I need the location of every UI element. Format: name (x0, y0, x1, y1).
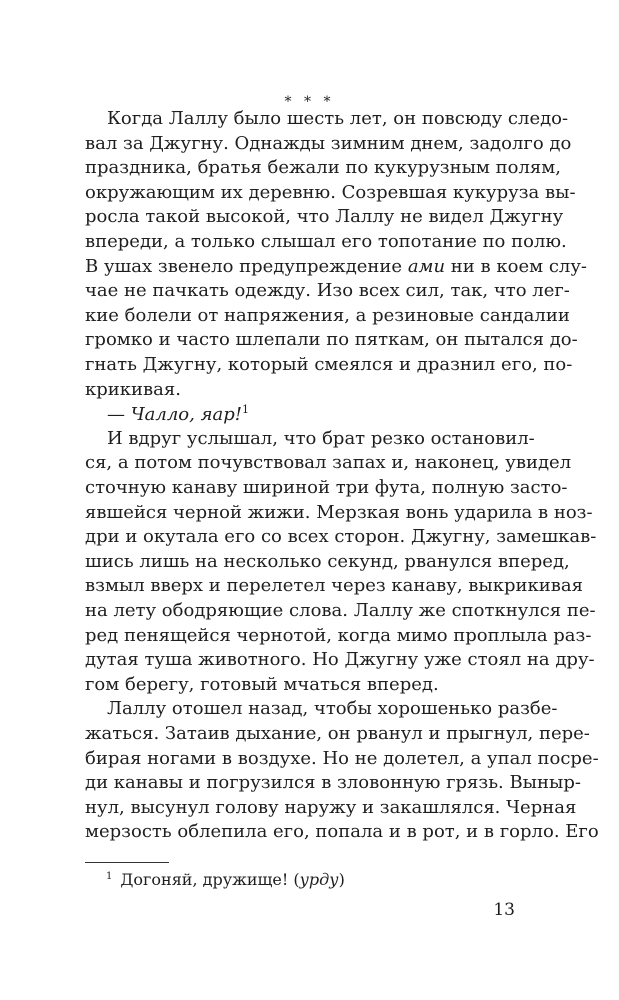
text-line: И вдруг услышал, что брат резко остановил- (107, 428, 535, 449)
text-line: крикивая. (85, 379, 181, 400)
section-separator: * * * (284, 94, 335, 110)
text-line: окружающим их деревню. Созревшая кукуруза вы- (85, 182, 576, 203)
footnote-number: 1 (106, 870, 113, 882)
text-line: шись лишь на несколько секунд, рванулся вперед, (85, 551, 570, 572)
text-line: на лету ободряющие слова. Лаллу же споткнулся пе- (85, 600, 596, 621)
text-line: дри и окутала его со всех сторон. Джугну, замешкав- (85, 526, 597, 547)
text-line: ред пенящейся чернотой, когда мимо проплыла раз- (85, 625, 592, 646)
footnote-ref: 1 (242, 403, 249, 416)
text-line (85, 256, 588, 277)
text-line: росла такой высокой, что Лаллу не видел Джугну (85, 206, 564, 227)
text-line: праздника, братья бежали по кукурузным полям, (85, 157, 561, 178)
footnote (106, 870, 345, 889)
text-line: Когда Лаллу было шесть лет, он повсюду следо- (107, 108, 569, 129)
italic-word: ами (407, 256, 446, 277)
text-line: впереди, а только слышал его топотание по полю. (85, 231, 567, 252)
text-line: мерзость облепила его, попала и в рот, и в горло. Его (85, 821, 599, 842)
text-line: дутая туша животного. Но Джугну уже стоял на дру- (85, 649, 595, 670)
text-line: вал за Джугну. Однажды зимним днем, задолго до (85, 133, 572, 154)
dialogue-line (107, 403, 515, 425)
text-line: взмыл вверх и перелетел через канаву, выкрикивая (85, 575, 583, 596)
footnote-divider (85, 862, 169, 863)
text-segment: В ушах звенело предупреждение (85, 256, 408, 277)
text-line: нул, высунул голову наружу и закашлялся. Черная (85, 797, 577, 818)
text-line: жаться. Затаив дыхание, он рванул и прыгнул, пере- (85, 723, 590, 744)
text-segment: ни в коем слу- (445, 256, 588, 277)
footnote-close: ) (338, 870, 345, 889)
dialogue-text: Чалло, яар! (130, 404, 242, 425)
text-line: ся, а потом почувствовал запах и, наконец, увидел (85, 452, 572, 473)
text-line: громко и часто шлепали по пяткам, он пытался до- (85, 329, 578, 350)
footnote-text: Догоняй, дружище! ( (120, 870, 300, 889)
dialogue-dash: — (107, 404, 131, 425)
text-line: бирая ногами в воздухе. Но не долетел, а упал посре- (85, 748, 599, 769)
footnote-language: урду (299, 870, 339, 889)
text-line: гнать Джугну, который смеялся и дразнил его, по- (85, 354, 573, 375)
text-line: явшейся черной жижи. Мерзкая вонь ударила в ноз- (85, 502, 593, 523)
text-line: ди канавы и погрузился в зловонную грязь. Выныр- (85, 772, 581, 793)
text-line: кие болели от напряжения, а резиновые сандалии (85, 305, 570, 326)
text-line: сточную канаву шириной три фута, полную засто- (85, 477, 568, 498)
text-line: чае не пачкать одежду. Изо всех сил, так, что лег- (85, 280, 570, 301)
page-number: 13 (493, 900, 515, 920)
text-line: Лаллу отошел назад, чтобы хорошенько разбе- (107, 698, 558, 719)
text-line: гом берегу, готовый мчаться вперед. (85, 674, 439, 695)
